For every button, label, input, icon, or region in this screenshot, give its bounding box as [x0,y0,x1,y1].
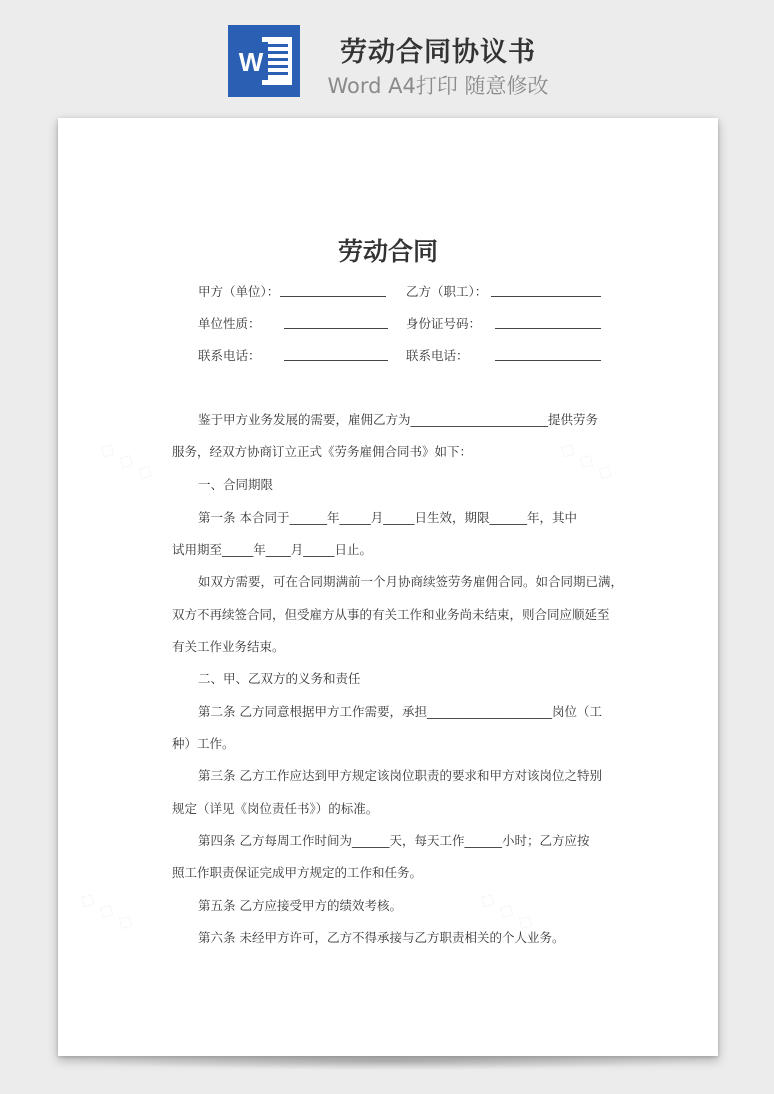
body-line: 第三条 乙方工作应达到甲方规定该岗位职责的要求和甲方对该岗位之特别 [198,768,602,783]
document-page [58,118,718,1056]
word-logo-letter: W [238,47,264,77]
id-number-label: 身份证号码： [406,316,482,331]
body-line: 有关工作业务结束。 [172,639,285,654]
body-line: 双方不再续签合同，但受雇方从事的有关工作和业务尚未结束，则合同应顺延至 [172,607,610,622]
party-a-label: 甲方（单位）： [198,284,280,299]
watermark [556,435,619,485]
document-title: 劳动合同 [337,237,438,266]
body-line: 鉴于甲方业务发展的需要，雇佣乙方为______________________提供劳务 [198,412,599,427]
body-line: 规定（详见《岗位责任书》）的标准。 [172,801,379,816]
id-number-blank[interactable] [495,328,601,329]
unit-nature-blank[interactable] [284,328,388,329]
phone-a-label: 联系电话： [198,348,261,363]
phone-b-label: 联系电话： [406,348,469,363]
body-line: 试用期至_____年____月_____日止。 [172,542,373,557]
party-b-blank[interactable] [491,296,601,297]
body-line: 如双方需要，可在合同期满前一个月协商续签劳务雇佣合同。如合同期已满， [198,574,624,589]
body-line: 第一条 本合同于______年_____月_____日生效，期限______年，其中 [198,510,577,525]
phone-b-blank[interactable] [495,360,601,361]
watermark [76,885,139,935]
word-icon [228,25,300,97]
body-line: 第四条 乙方每周工作时间为______天，每天工作______小时；乙方应按 [198,833,590,848]
body-line: 第五条 乙方应接受甲方的绩效考核。 [198,898,402,913]
body-line: 照工作职责保证完成甲方规定的工作和任务。 [172,865,423,880]
body-line: 种）工作。 [172,736,235,751]
party-b-label: 乙方（职工）： [406,284,488,299]
party-a-blank[interactable] [280,296,386,297]
watermark [96,435,159,485]
section-heading: 一、合同期限 [198,477,274,492]
phone-a-blank[interactable] [284,360,388,361]
unit-nature-label: 单位性质： [198,316,261,331]
section-heading: 二、甲、乙双方的义务和责任 [198,671,361,686]
body-line: 服务，经双方协商订立正式《劳务雇佣合同书》如下： [172,444,473,459]
page-header [0,0,774,110]
page-title: 劳动合同协议书 [340,37,536,68]
body-line: 第二条 乙方同意根据甲方工作需要，承担____________________岗位（工 [198,704,602,719]
body-line: 第六条 未经甲方许可，乙方不得承接与乙方职责相关的个人业务。 [198,930,565,945]
page-subtitle: Word A4打印 随意修改 [327,74,549,98]
